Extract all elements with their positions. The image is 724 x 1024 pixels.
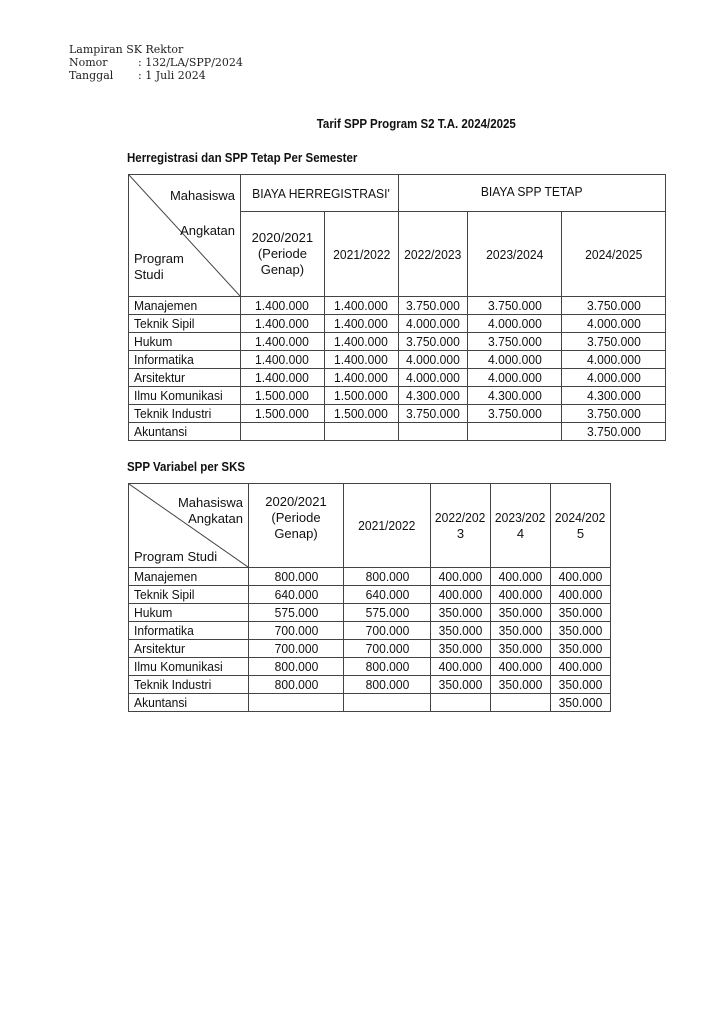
corner-studi: Studi — [134, 267, 164, 282]
column-header-2022-2023: 2022/2023 — [398, 212, 467, 297]
corner-angkatan: Angkatan — [180, 223, 235, 238]
value-cell: 400.000 — [551, 658, 611, 676]
value-cell: 700.000 — [249, 622, 344, 640]
value-cell: 3.750.000 — [561, 405, 665, 423]
table-row — [129, 351, 666, 369]
value-cell: 350.000 — [431, 622, 491, 640]
nomor-value: : 132/LA/SPP/2024 — [138, 56, 243, 69]
value-cell: 800.000 — [344, 676, 431, 694]
program-studi-cell: Teknik Industri — [129, 676, 249, 694]
value-cell: 4.300.000 — [467, 387, 561, 405]
value-cell: 1.400.000 — [241, 369, 325, 387]
value-cell: 400.000 — [491, 658, 551, 676]
value-cell: 400.000 — [491, 586, 551, 604]
value-cell — [324, 423, 398, 441]
value-cell: 1.400.000 — [324, 351, 398, 369]
value-cell: 3.750.000 — [561, 333, 665, 351]
table-row — [129, 423, 666, 441]
value-cell: 350.000 — [431, 604, 491, 622]
value-cell: 800.000 — [249, 676, 344, 694]
program-studi-cell: Teknik Industri — [129, 405, 241, 423]
value-cell: 4.000.000 — [398, 369, 467, 387]
value-cell: 1.400.000 — [324, 333, 398, 351]
value-cell: 1.500.000 — [324, 405, 398, 423]
value-cell: 800.000 — [344, 658, 431, 676]
table-row — [129, 622, 611, 640]
table-row — [129, 369, 666, 387]
value-cell: 350.000 — [551, 622, 611, 640]
value-cell: 640.000 — [249, 586, 344, 604]
value-cell: 800.000 — [344, 568, 431, 586]
value-cell: 640.000 — [344, 586, 431, 604]
corner-program-studi: Program Studi — [134, 549, 218, 564]
program-studi-cell: Teknik Sipil — [129, 586, 249, 604]
value-cell: 1.400.000 — [324, 369, 398, 387]
value-cell: 4.000.000 — [398, 351, 467, 369]
value-cell: 700.000 — [344, 640, 431, 658]
table2-corner-header — [129, 484, 249, 568]
table-herregistrasi-spp-tetap — [128, 174, 666, 441]
nomor-row — [69, 56, 243, 69]
value-cell: 3.750.000 — [398, 297, 467, 315]
corner-mahasiswa: Mahasiswa — [169, 188, 235, 203]
column-header-2024-2025: 2024/202 5 — [551, 484, 611, 568]
value-cell — [491, 694, 551, 712]
value-cell: 1.400.000 — [324, 297, 398, 315]
column-header-2021-2022: 2021/2022 — [324, 212, 398, 297]
table-row — [129, 315, 666, 333]
value-cell: 700.000 — [249, 640, 344, 658]
table-row — [129, 676, 611, 694]
letter-header-title: Lampiran SK Rektor — [69, 43, 184, 56]
section-title-herregistrasi: Herregistrasi dan SPP Tetap Per Semester — [127, 151, 358, 165]
document-title: Tarif SPP Program S2 T.A. 2024/2025 — [316, 117, 516, 131]
value-cell: 350.000 — [431, 676, 491, 694]
value-cell: 700.000 — [344, 622, 431, 640]
table-row — [129, 604, 611, 622]
value-cell: 1.400.000 — [241, 297, 325, 315]
tanggal-value: : 1 Juli 2024 — [138, 69, 206, 82]
table-row — [129, 387, 666, 405]
value-cell: 3.750.000 — [398, 405, 467, 423]
corner-mahasiswa: Mahasiswa — [177, 495, 243, 510]
value-cell: 4.000.000 — [561, 369, 665, 387]
value-cell: 350.000 — [551, 676, 611, 694]
program-studi-cell: Akuntansi — [129, 423, 241, 441]
group-header-herregistrasi: BIAYA HERREGISTRASI' — [241, 175, 399, 212]
value-cell — [467, 423, 561, 441]
value-cell: 3.750.000 — [467, 297, 561, 315]
value-cell: 4.300.000 — [398, 387, 467, 405]
value-cell: 350.000 — [491, 676, 551, 694]
value-cell: 1.400.000 — [241, 315, 325, 333]
program-studi-cell: Manajemen — [129, 568, 249, 586]
value-cell: 575.000 — [344, 604, 431, 622]
program-studi-cell: Ilmu Komunikasi — [129, 387, 241, 405]
value-cell: 4.000.000 — [561, 315, 665, 333]
value-cell: 4.000.000 — [467, 315, 561, 333]
value-cell: 3.750.000 — [467, 405, 561, 423]
table-row — [129, 586, 611, 604]
column-header-2024-2025: 2024/2025 — [561, 212, 665, 297]
program-studi-cell: Arsitektur — [129, 640, 249, 658]
value-cell: 1.400.000 — [241, 351, 325, 369]
table-row — [129, 297, 666, 315]
tanggal-row — [69, 69, 243, 82]
value-cell: 1.400.000 — [324, 315, 398, 333]
column-header-2023-2024: 2023/2024 — [467, 212, 561, 297]
column-header-2020-2021: 2020/2021 (Periode Genap) — [241, 212, 325, 297]
value-cell: 3.750.000 — [561, 423, 665, 441]
value-cell: 1.400.000 — [241, 333, 325, 351]
table-row — [129, 640, 611, 658]
value-cell: 350.000 — [431, 640, 491, 658]
value-cell — [398, 423, 467, 441]
column-header-2023-2024: 2023/202 4 — [491, 484, 551, 568]
program-studi-cell: Ilmu Komunikasi — [129, 658, 249, 676]
value-cell: 400.000 — [551, 586, 611, 604]
program-studi-cell: Arsitektur — [129, 369, 241, 387]
value-cell — [431, 694, 491, 712]
value-cell: 400.000 — [491, 568, 551, 586]
column-header-2020-2021: 2020/2021 (Periode Genap) — [249, 484, 344, 568]
table-row — [129, 658, 611, 676]
column-header-2022-2023: 2022/202 3 — [431, 484, 491, 568]
group-header-spp-tetap: BIAYA SPP TETAP — [398, 175, 665, 212]
value-cell: 4.000.000 — [467, 369, 561, 387]
value-cell: 800.000 — [249, 568, 344, 586]
value-cell: 3.750.000 — [398, 333, 467, 351]
program-studi-cell: Akuntansi — [129, 694, 249, 712]
value-cell: 350.000 — [491, 622, 551, 640]
value-cell: 575.000 — [249, 604, 344, 622]
program-studi-cell: Informatika — [129, 622, 249, 640]
value-cell: 400.000 — [431, 586, 491, 604]
value-cell: 4.000.000 — [561, 351, 665, 369]
tanggal-label: Tanggal — [69, 69, 114, 82]
program-studi-cell: Hukum — [129, 333, 241, 351]
corner-angkatan: Angkatan — [188, 511, 243, 526]
table-spp-variabel-per-sks — [128, 483, 611, 712]
program-studi-cell: Informatika — [129, 351, 241, 369]
value-cell: 400.000 — [431, 658, 491, 676]
table-row — [129, 405, 666, 423]
value-cell: 1.500.000 — [324, 387, 398, 405]
value-cell — [241, 423, 325, 441]
value-cell: 4.300.000 — [561, 387, 665, 405]
program-studi-cell: Teknik Sipil — [129, 315, 241, 333]
value-cell: 4.000.000 — [398, 315, 467, 333]
value-cell: 350.000 — [551, 694, 611, 712]
value-cell: 4.000.000 — [467, 351, 561, 369]
value-cell: 1.500.000 — [241, 387, 325, 405]
value-cell: 350.000 — [551, 640, 611, 658]
column-header-2021-2022: 2021/2022 — [344, 484, 431, 568]
value-cell: 350.000 — [491, 640, 551, 658]
value-cell: 400.000 — [551, 568, 611, 586]
letter-header — [69, 43, 243, 82]
value-cell: 800.000 — [249, 658, 344, 676]
value-cell: 3.750.000 — [561, 297, 665, 315]
table-row — [129, 694, 611, 712]
section-title-spp-variabel: SPP Variabel per SKS — [127, 460, 246, 474]
table-row — [129, 333, 666, 351]
value-cell: 350.000 — [551, 604, 611, 622]
value-cell — [344, 694, 431, 712]
program-studi-cell: Manajemen — [129, 297, 241, 315]
value-cell: 3.750.000 — [467, 333, 561, 351]
value-cell: 400.000 — [431, 568, 491, 586]
table1-corner-header — [129, 175, 241, 297]
table-row — [129, 568, 611, 586]
value-cell: 350.000 — [491, 604, 551, 622]
value-cell — [249, 694, 344, 712]
corner-program: Program — [134, 251, 184, 266]
value-cell: 1.500.000 — [241, 405, 325, 423]
program-studi-cell: Hukum — [129, 604, 249, 622]
nomor-label: Nomor — [69, 56, 108, 69]
